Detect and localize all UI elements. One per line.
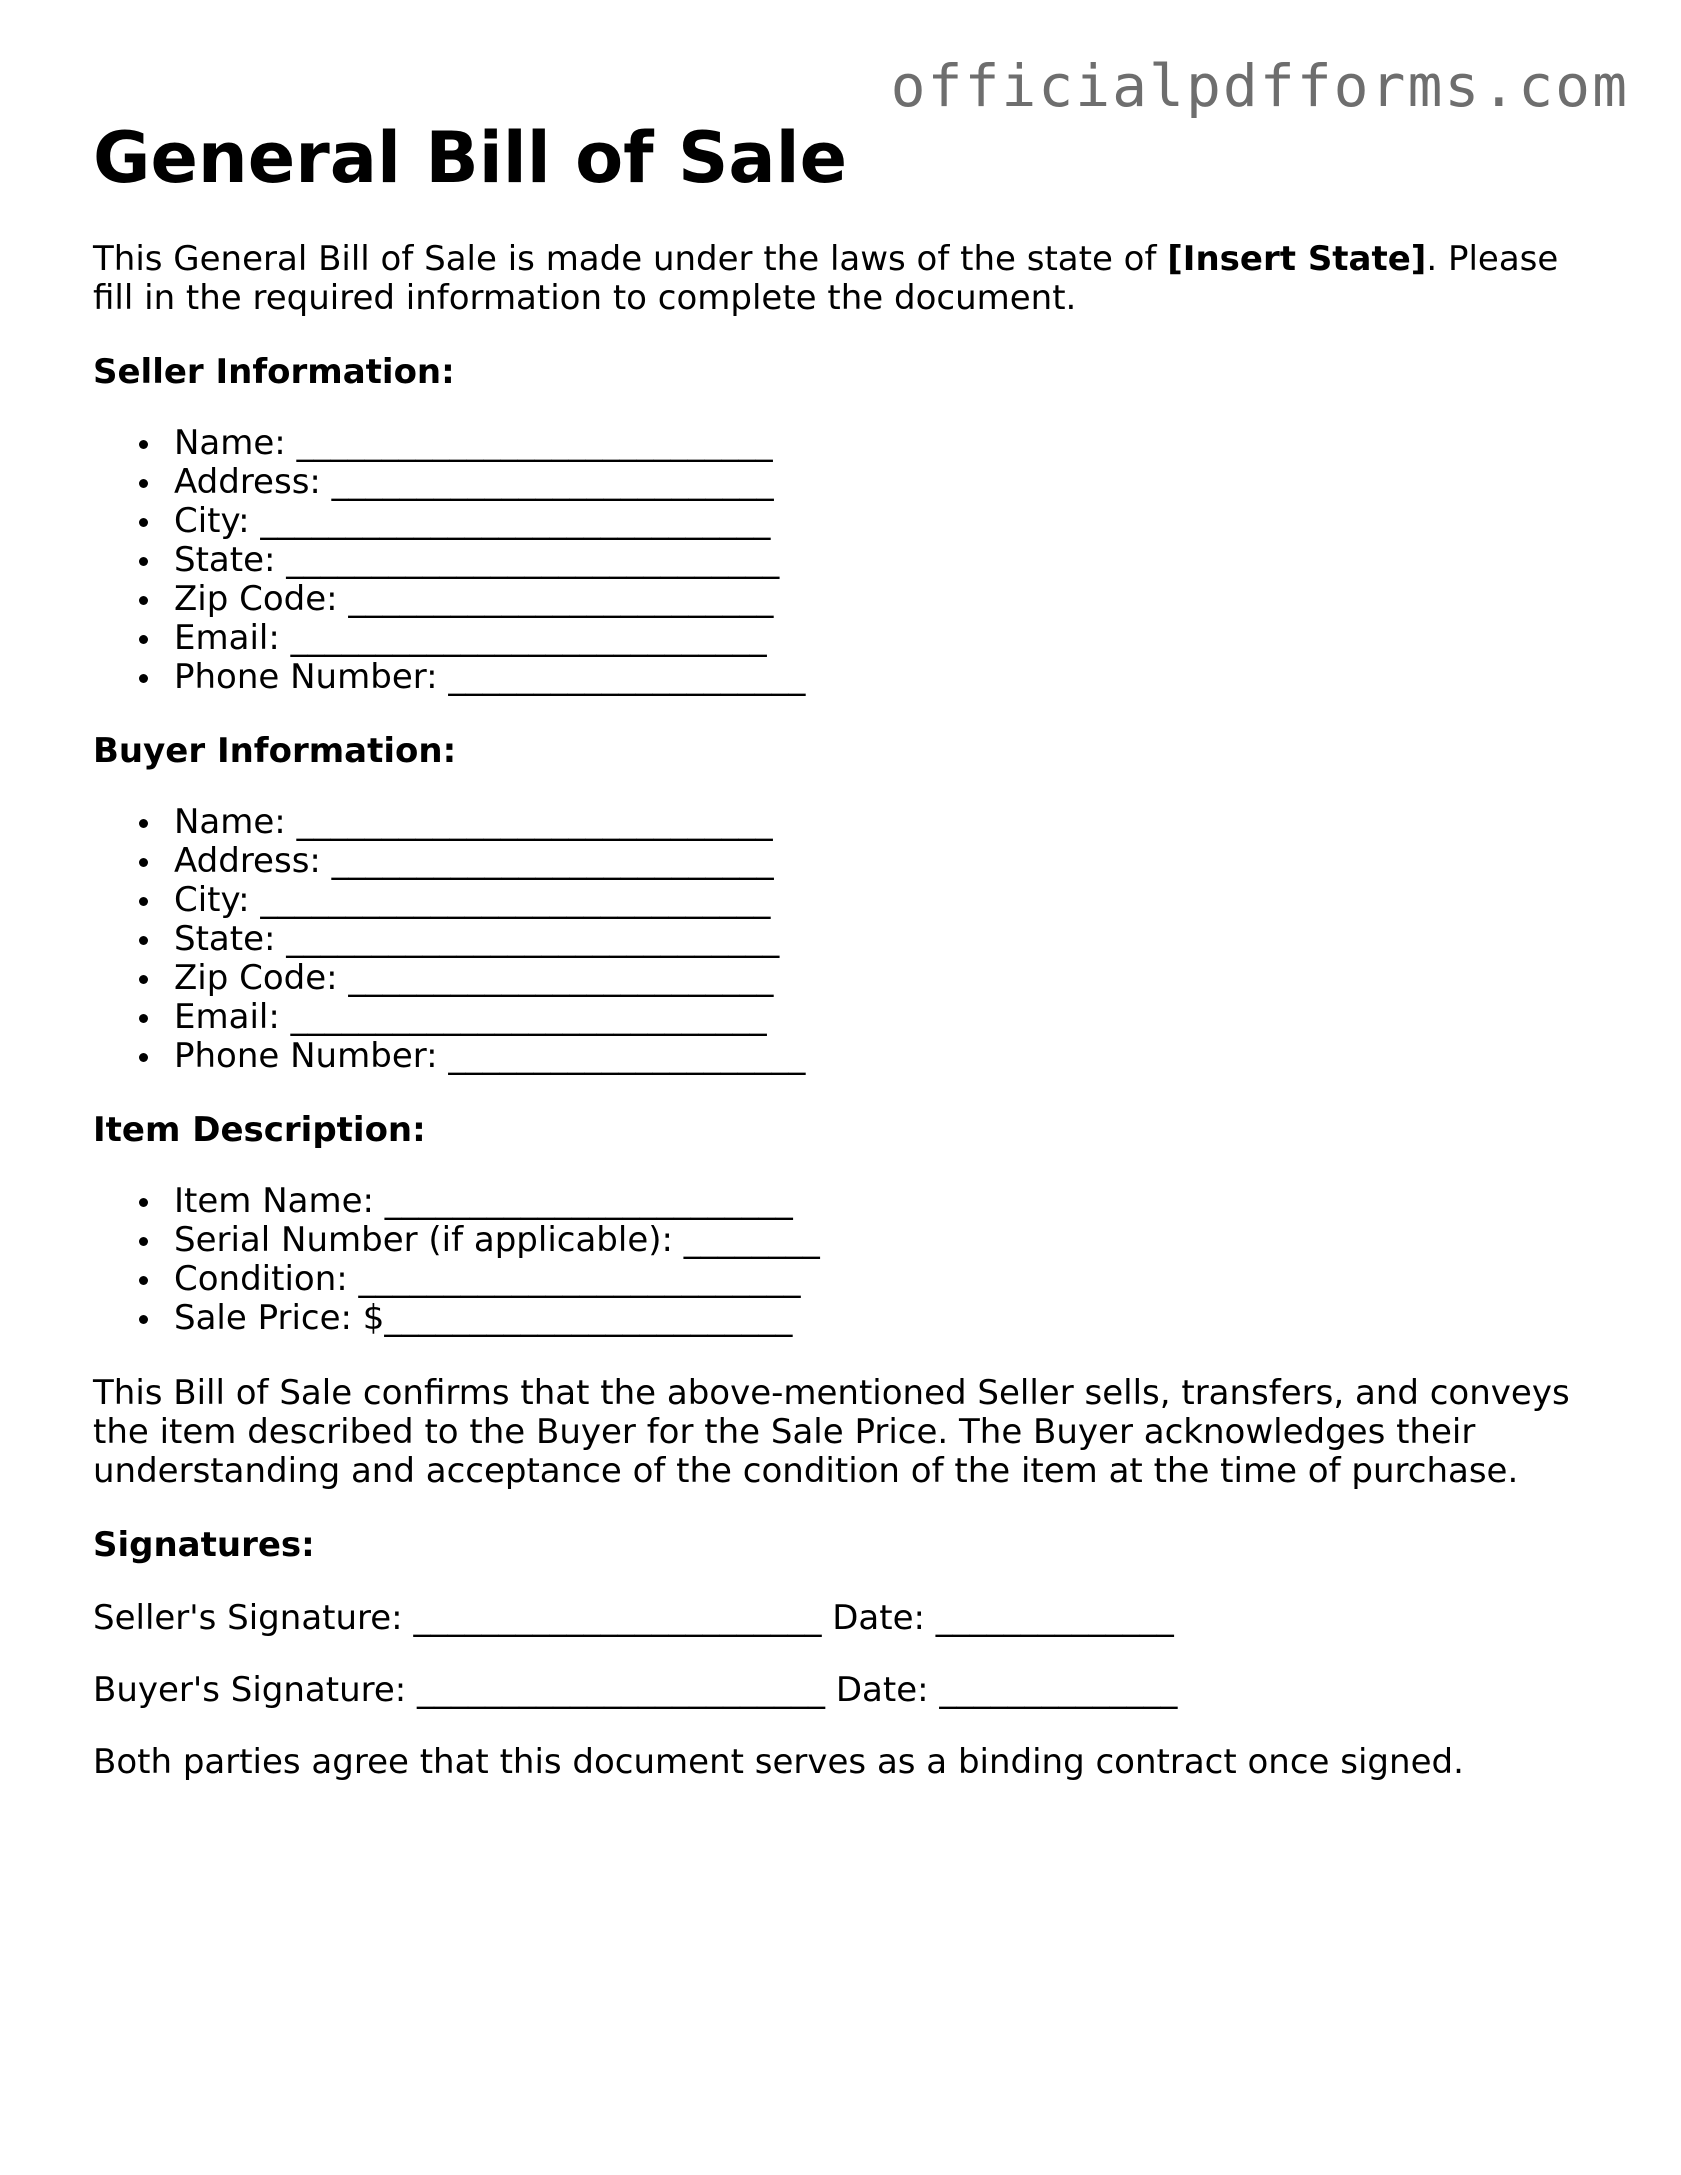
- seller-heading: Seller Information:: [93, 352, 455, 392]
- seller-state-field[interactable]: State: _____________________________: [174, 541, 1593, 580]
- buyer-city-field[interactable]: City: ______________________________: [174, 881, 1593, 920]
- seller-city-field[interactable]: City: ______________________________: [174, 502, 1593, 541]
- state-placeholder: [Insert State]: [1167, 239, 1427, 279]
- buyer-name-field[interactable]: Name: ____________________________: [174, 803, 1593, 842]
- item-field-list: [93, 1182, 1593, 1338]
- item-condition-field[interactable]: Condition: __________________________: [174, 1260, 1593, 1299]
- buyer-phone-field[interactable]: Phone Number: _____________________: [174, 1037, 1593, 1076]
- seller-zip-field[interactable]: Zip Code: _________________________: [174, 580, 1593, 619]
- seller-signature-line[interactable]: Seller's Signature: ________________________ Date: ______________: [93, 1598, 1174, 1638]
- buyer-signature-line[interactable]: Buyer's Signature: ________________________ Date: ______________: [93, 1670, 1178, 1710]
- item-heading: Item Description:: [93, 1110, 426, 1150]
- seller-address-field[interactable]: Address: __________________________: [174, 463, 1593, 502]
- buyer-state-field[interactable]: State: _____________________________: [174, 920, 1593, 959]
- closing-statement: Both parties agree that this document serves as a binding contract once signed.: [93, 1742, 1464, 1782]
- seller-name-field[interactable]: Name: ____________________________: [174, 424, 1593, 463]
- intro-paragraph: [93, 240, 1583, 318]
- buyer-email-field[interactable]: Email: ____________________________: [174, 998, 1593, 1037]
- confirmation-paragraph: This Bill of Sale confirms that the above-mentioned Seller sells, transfers, and conveys the item described to the Buyer for the Sale Price. The Buyer acknowledges their understanding and acceptance of the condition of the item at the time of purchase.: [93, 1373, 1570, 1491]
- signatures-heading: Signatures:: [93, 1525, 315, 1565]
- buyer-address-field[interactable]: Address: __________________________: [174, 842, 1593, 881]
- buyer-field-list: [93, 803, 1593, 1076]
- item-price-field[interactable]: Sale Price: $________________________: [174, 1299, 1593, 1338]
- watermark: officialpdfforms.com: [890, 52, 1629, 120]
- intro-text-after: . Please fill in the required information to complete the document.: [93, 239, 1559, 318]
- document-page: [93, 118, 1593, 1782]
- seller-email-field[interactable]: Email: ____________________________: [174, 619, 1593, 658]
- buyer-heading: Buyer Information:: [93, 731, 457, 771]
- item-name-field[interactable]: Item Name: ________________________: [174, 1182, 1593, 1221]
- seller-field-list: [93, 424, 1593, 697]
- document-title: General Bill of Sale: [93, 117, 848, 199]
- item-serial-field[interactable]: Serial Number (if applicable): ________: [174, 1221, 1593, 1260]
- intro-text-before: This General Bill of Sale is made under the laws of the state of: [93, 239, 1168, 279]
- seller-phone-field[interactable]: Phone Number: _____________________: [174, 658, 1593, 697]
- buyer-zip-field[interactable]: Zip Code: _________________________: [174, 959, 1593, 998]
